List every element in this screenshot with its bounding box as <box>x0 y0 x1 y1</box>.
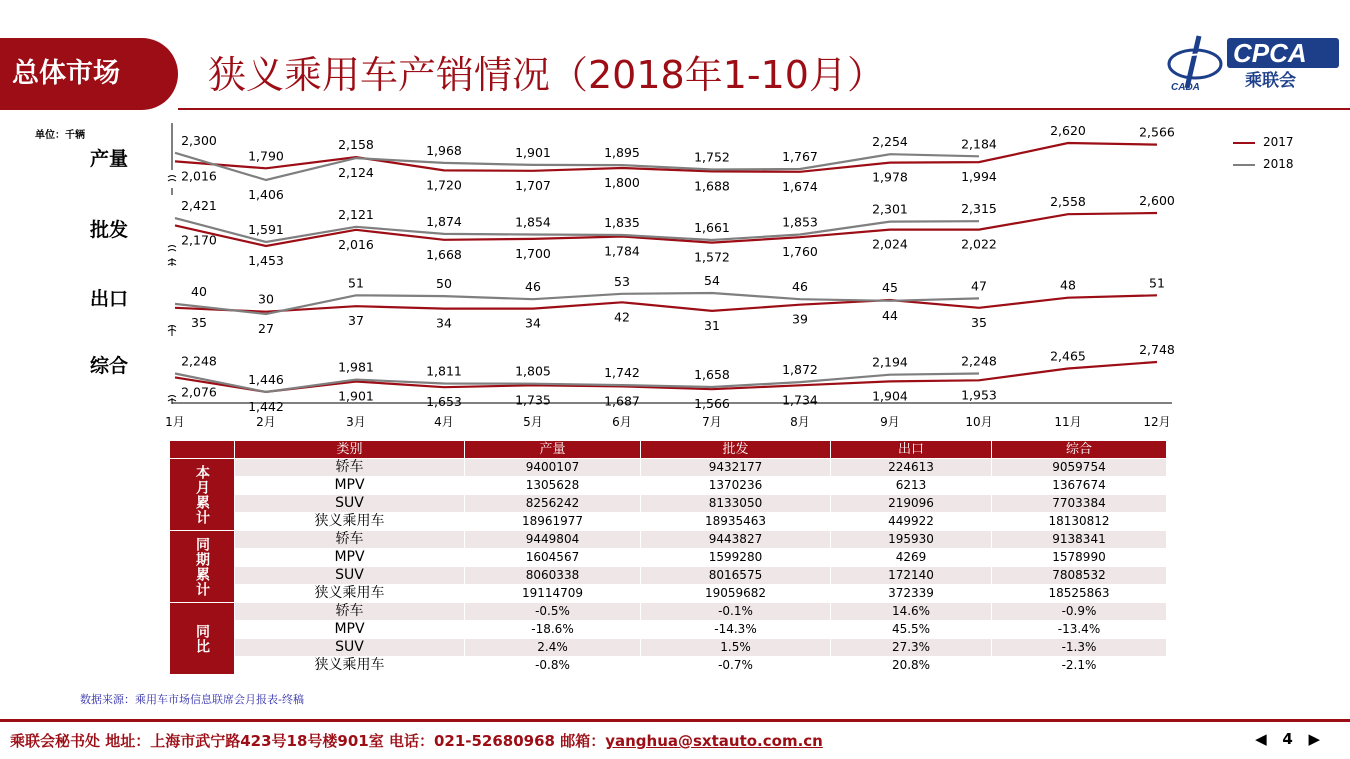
table-cell-category: MPV <box>235 549 465 567</box>
table-cell-category: 狭义乘用车 <box>235 657 465 675</box>
table-cell: 1599280 <box>641 549 831 567</box>
table-row <box>170 603 1167 621</box>
data-label: 2,300 <box>181 132 217 148</box>
footer-address: 乘联会秘书处 地址：上海市武宁路423号18号楼901室 电话：021-52680968 邮箱： <box>10 732 606 750</box>
table-cell: -0.5% <box>465 603 641 621</box>
data-label: 40 <box>191 283 207 299</box>
table-cell-category: 轿车 <box>235 603 465 621</box>
table-header-production: 产量 <box>465 441 641 459</box>
data-label: 1,591 <box>248 222 284 237</box>
data-label: 51 <box>1149 275 1165 291</box>
table-cell-category: 轿车 <box>235 531 465 549</box>
x-tick-label: 2月 <box>256 415 276 429</box>
table-cell: 1578990 <box>992 549 1167 567</box>
data-label: 1,700 <box>515 245 551 261</box>
data-label: 1,901 <box>338 388 374 404</box>
table-header-export: 出口 <box>831 441 992 459</box>
data-label: 39 <box>792 311 808 327</box>
prev-page-icon[interactable]: ◀ <box>1255 730 1267 748</box>
table-row <box>170 639 1167 657</box>
data-label: 1,720 <box>426 177 462 193</box>
data-label: 1,674 <box>782 178 818 194</box>
table-cell: 27.3% <box>831 639 992 657</box>
data-label: 31 <box>704 317 720 333</box>
title-divider <box>178 108 1350 110</box>
data-label: 2,748 <box>1139 342 1175 357</box>
data-label: 2,566 <box>1139 124 1175 140</box>
table-cell: 14.6% <box>831 603 992 621</box>
data-label: 27 <box>258 321 274 336</box>
data-label: 1,658 <box>694 367 730 382</box>
data-label: 1,854 <box>515 214 551 230</box>
footer-divider <box>0 719 1350 722</box>
table-cell: -0.9% <box>992 603 1167 621</box>
data-label: 1,811 <box>426 363 462 379</box>
data-label: 2,421 <box>181 198 217 214</box>
page-title: 狭义乘用车产销情况（2018年1-10月） <box>208 53 885 97</box>
data-label: 37 <box>348 313 364 329</box>
data-label: 1,442 <box>248 399 284 414</box>
data-label: 50 <box>436 276 452 292</box>
table-group-label: 同期累计 <box>170 531 235 603</box>
table-cell: 1367674 <box>992 477 1167 495</box>
table-cell-category: MPV <box>235 621 465 639</box>
data-label: 1,981 <box>338 359 374 375</box>
data-label: 1,790 <box>248 148 284 164</box>
data-label: 1,901 <box>515 144 551 160</box>
data-label: 1,572 <box>694 249 730 265</box>
table-cell: 20.8% <box>831 657 992 675</box>
data-label: 2,184 <box>961 136 997 152</box>
data-label: 1,668 <box>426 246 462 262</box>
data-label: 42 <box>614 309 630 325</box>
data-label: 2,620 <box>1050 123 1086 138</box>
x-tick-label: 12月 <box>1143 415 1171 429</box>
table-cell: 1305628 <box>465 477 641 495</box>
data-label: 30 <box>258 291 274 307</box>
data-label: 2,124 <box>338 165 374 181</box>
data-label: 1,767 <box>782 149 818 164</box>
data-label: 51 <box>348 275 364 291</box>
section-tag: 总体市场 <box>0 38 178 110</box>
data-label: 2,248 <box>961 353 997 369</box>
panel-label-production: 产量 <box>90 148 129 170</box>
data-label: 1,994 <box>961 169 997 185</box>
data-label: 2,170 <box>181 232 217 248</box>
pager <box>1255 730 1320 748</box>
table-cell: -2.1% <box>992 657 1167 675</box>
panel-label-wholesale: 批发 <box>90 219 129 241</box>
x-tick-label: 8月 <box>790 415 810 429</box>
table-cell: 372339 <box>831 585 992 603</box>
table-cell-category: 狭义乘用车 <box>235 513 465 531</box>
data-label: 34 <box>436 315 452 331</box>
x-tick-label: 9月 <box>880 415 900 429</box>
table-row <box>170 513 1167 531</box>
table-cell: 9138341 <box>992 531 1167 549</box>
data-label: 1,688 <box>694 178 730 194</box>
table-cell: 9400107 <box>465 459 641 477</box>
table-cell: 219096 <box>831 495 992 513</box>
data-label: 44 <box>882 307 898 323</box>
data-label: 2,016 <box>338 236 374 252</box>
table-header-corner <box>170 441 235 459</box>
table-cell: 2.4% <box>465 639 641 657</box>
table-cell: 45.5% <box>831 621 992 639</box>
data-label: 48 <box>1060 277 1076 293</box>
table-cell-category: SUV <box>235 495 465 513</box>
data-label: 2,016 <box>181 168 217 184</box>
data-label: 1,953 <box>961 387 997 403</box>
data-label: 35 <box>971 314 987 330</box>
table-cell: -18.6% <box>465 621 641 639</box>
table-cell: 19114709 <box>465 585 641 603</box>
data-label: 2,158 <box>338 137 374 153</box>
table-row <box>170 459 1167 477</box>
table-cell: 7808532 <box>992 567 1167 585</box>
table-cell: -0.7% <box>641 657 831 675</box>
data-label: 1,853 <box>782 214 818 230</box>
data-label: 46 <box>525 279 541 295</box>
data-label: 1,653 <box>426 394 462 410</box>
data-label: 1,752 <box>694 149 730 165</box>
footer-email-link[interactable]: yanghua@sxtauto.com.cn <box>605 732 823 750</box>
table-cell-category: 轿车 <box>235 459 465 477</box>
table-cell: 6213 <box>831 477 992 495</box>
table-cell: 4269 <box>831 549 992 567</box>
data-label: 2,024 <box>872 236 908 252</box>
logo-small-text: CADA <box>1171 82 1200 93</box>
table-cell: 195930 <box>831 531 992 549</box>
data-label: 53 <box>614 273 630 289</box>
data-label: 2,465 <box>1050 348 1086 364</box>
x-tick-label: 10月 <box>965 415 993 429</box>
table-header-combined: 综合 <box>992 441 1167 459</box>
table-cell-category: SUV <box>235 567 465 585</box>
table-cell: -1.3% <box>992 639 1167 657</box>
data-label: 2,254 <box>872 134 908 150</box>
table-cell: 9432177 <box>641 459 831 477</box>
table-cell: 9059754 <box>992 459 1167 477</box>
data-label: 2,248 <box>181 353 217 369</box>
series-line-2017 <box>175 295 1157 311</box>
table-row <box>170 585 1167 603</box>
table-cell-category: 狭义乘用车 <box>235 585 465 603</box>
x-tick-label: 3月 <box>346 415 366 429</box>
x-tick-label: 5月 <box>523 415 543 429</box>
next-page-icon[interactable]: ▶ <box>1308 730 1320 748</box>
table-row <box>170 531 1167 549</box>
axis-break-mark <box>168 246 176 252</box>
panel-label-export: 出口 <box>90 288 129 310</box>
logo-subtext: 乘联会 <box>1245 71 1296 91</box>
x-tick-label: 6月 <box>612 415 632 429</box>
page-number: 4 <box>1282 730 1293 748</box>
table-row <box>170 567 1167 585</box>
table-cell: -0.8% <box>465 657 641 675</box>
table-group-label: 同比 <box>170 603 235 675</box>
series-line-2017 <box>175 213 1157 246</box>
data-label: 2,600 <box>1139 193 1175 208</box>
table-row <box>170 657 1167 675</box>
table-cell: 8060338 <box>465 567 641 585</box>
data-label: 54 <box>704 273 720 288</box>
data-label: 45 <box>882 280 898 295</box>
data-source-note: 数据来源：乘用车市场信息联席会月报表-终稿 <box>80 693 304 706</box>
data-label: 1,968 <box>426 142 462 158</box>
x-tick-label: 7月 <box>702 415 722 429</box>
data-label: 2,301 <box>872 201 908 217</box>
table-header-wholesale: 批发 <box>641 441 831 459</box>
data-label: 46 <box>792 279 808 295</box>
table-cell: 8133050 <box>641 495 831 513</box>
data-label: 1,805 <box>515 363 551 379</box>
x-tick-label: 1月 <box>165 415 185 429</box>
table-cell: 8256242 <box>465 495 641 513</box>
data-label: 2,022 <box>961 236 997 252</box>
table-cell: 7703384 <box>992 495 1167 513</box>
data-label: 2,121 <box>338 206 374 222</box>
unit-label: 单位：千辆 <box>35 130 85 141</box>
table-cell-category: MPV <box>235 477 465 495</box>
data-label: 1,742 <box>604 365 640 381</box>
table-row <box>170 621 1167 639</box>
data-label: 2,194 <box>872 354 908 370</box>
data-label: 35 <box>191 314 207 330</box>
data-label: 1,707 <box>515 177 551 193</box>
data-label: 1,661 <box>694 220 730 235</box>
table-cell: -14.3% <box>641 621 831 639</box>
data-label: 1,895 <box>604 145 640 161</box>
table-cell: 8016575 <box>641 567 831 585</box>
axis-break-mark <box>168 176 176 182</box>
data-label: 1,453 <box>248 253 284 268</box>
data-label: 1,784 <box>604 243 640 259</box>
table-group-label: 本月累计 <box>170 459 235 531</box>
summary-table <box>169 440 1167 675</box>
table-header-row <box>170 441 1167 459</box>
table-cell: 449922 <box>831 513 992 531</box>
table-cell: 224613 <box>831 459 992 477</box>
panel-label-combined: 综合 <box>90 355 129 377</box>
table-cell: -13.4% <box>992 621 1167 639</box>
table-header-category: 类别 <box>235 441 465 459</box>
data-label: 2,558 <box>1050 194 1086 210</box>
table-cell: 9449804 <box>465 531 641 549</box>
table-cell: 1604567 <box>465 549 641 567</box>
footer-contact <box>10 730 823 751</box>
data-label: 34 <box>525 315 541 331</box>
table-cell: 18935463 <box>641 513 831 531</box>
data-label: 1,874 <box>426 213 462 229</box>
data-label: 1,446 <box>248 371 284 387</box>
legend-item-2018: 2018 <box>1233 157 1294 171</box>
x-tick-label: 11月 <box>1054 415 1082 429</box>
data-label: 1,760 <box>782 244 818 260</box>
table-cell-category: SUV <box>235 639 465 657</box>
data-label: 1,734 <box>782 392 818 408</box>
table-row <box>170 477 1167 495</box>
data-label: 1,904 <box>872 388 908 404</box>
data-label: 47 <box>971 278 987 294</box>
table-cell: 9443827 <box>641 531 831 549</box>
table-cell: 1.5% <box>641 639 831 657</box>
logo-emblem-icon <box>1169 36 1221 88</box>
multi-panel-line-chart <box>0 112 1350 438</box>
table-row <box>170 495 1167 513</box>
table-cell: -0.1% <box>641 603 831 621</box>
data-label: 1,800 <box>604 175 640 190</box>
table-cell: 18961977 <box>465 513 641 531</box>
data-label: 1,566 <box>694 396 730 412</box>
table-cell: 172140 <box>831 567 992 585</box>
cpca-logo <box>1165 30 1345 94</box>
data-label: 1,978 <box>872 169 908 185</box>
data-label: 1,687 <box>604 393 640 409</box>
table-cell: 19059682 <box>641 585 831 603</box>
data-label: 1,835 <box>604 215 640 230</box>
x-tick-label: 4月 <box>434 415 454 429</box>
logo-text: CPCA <box>1233 38 1307 68</box>
data-label: 1,872 <box>782 362 818 378</box>
data-label: 1,735 <box>515 392 551 408</box>
data-label: 2,076 <box>181 384 217 400</box>
table-cell: 1370236 <box>641 477 831 495</box>
table-cell: 18130812 <box>992 513 1167 531</box>
data-label: 1,406 <box>248 187 284 202</box>
legend-item-2017: 2017 <box>1233 135 1294 149</box>
table-row <box>170 549 1167 567</box>
data-label: 2,315 <box>961 201 997 217</box>
table-cell: 18525863 <box>992 585 1167 603</box>
